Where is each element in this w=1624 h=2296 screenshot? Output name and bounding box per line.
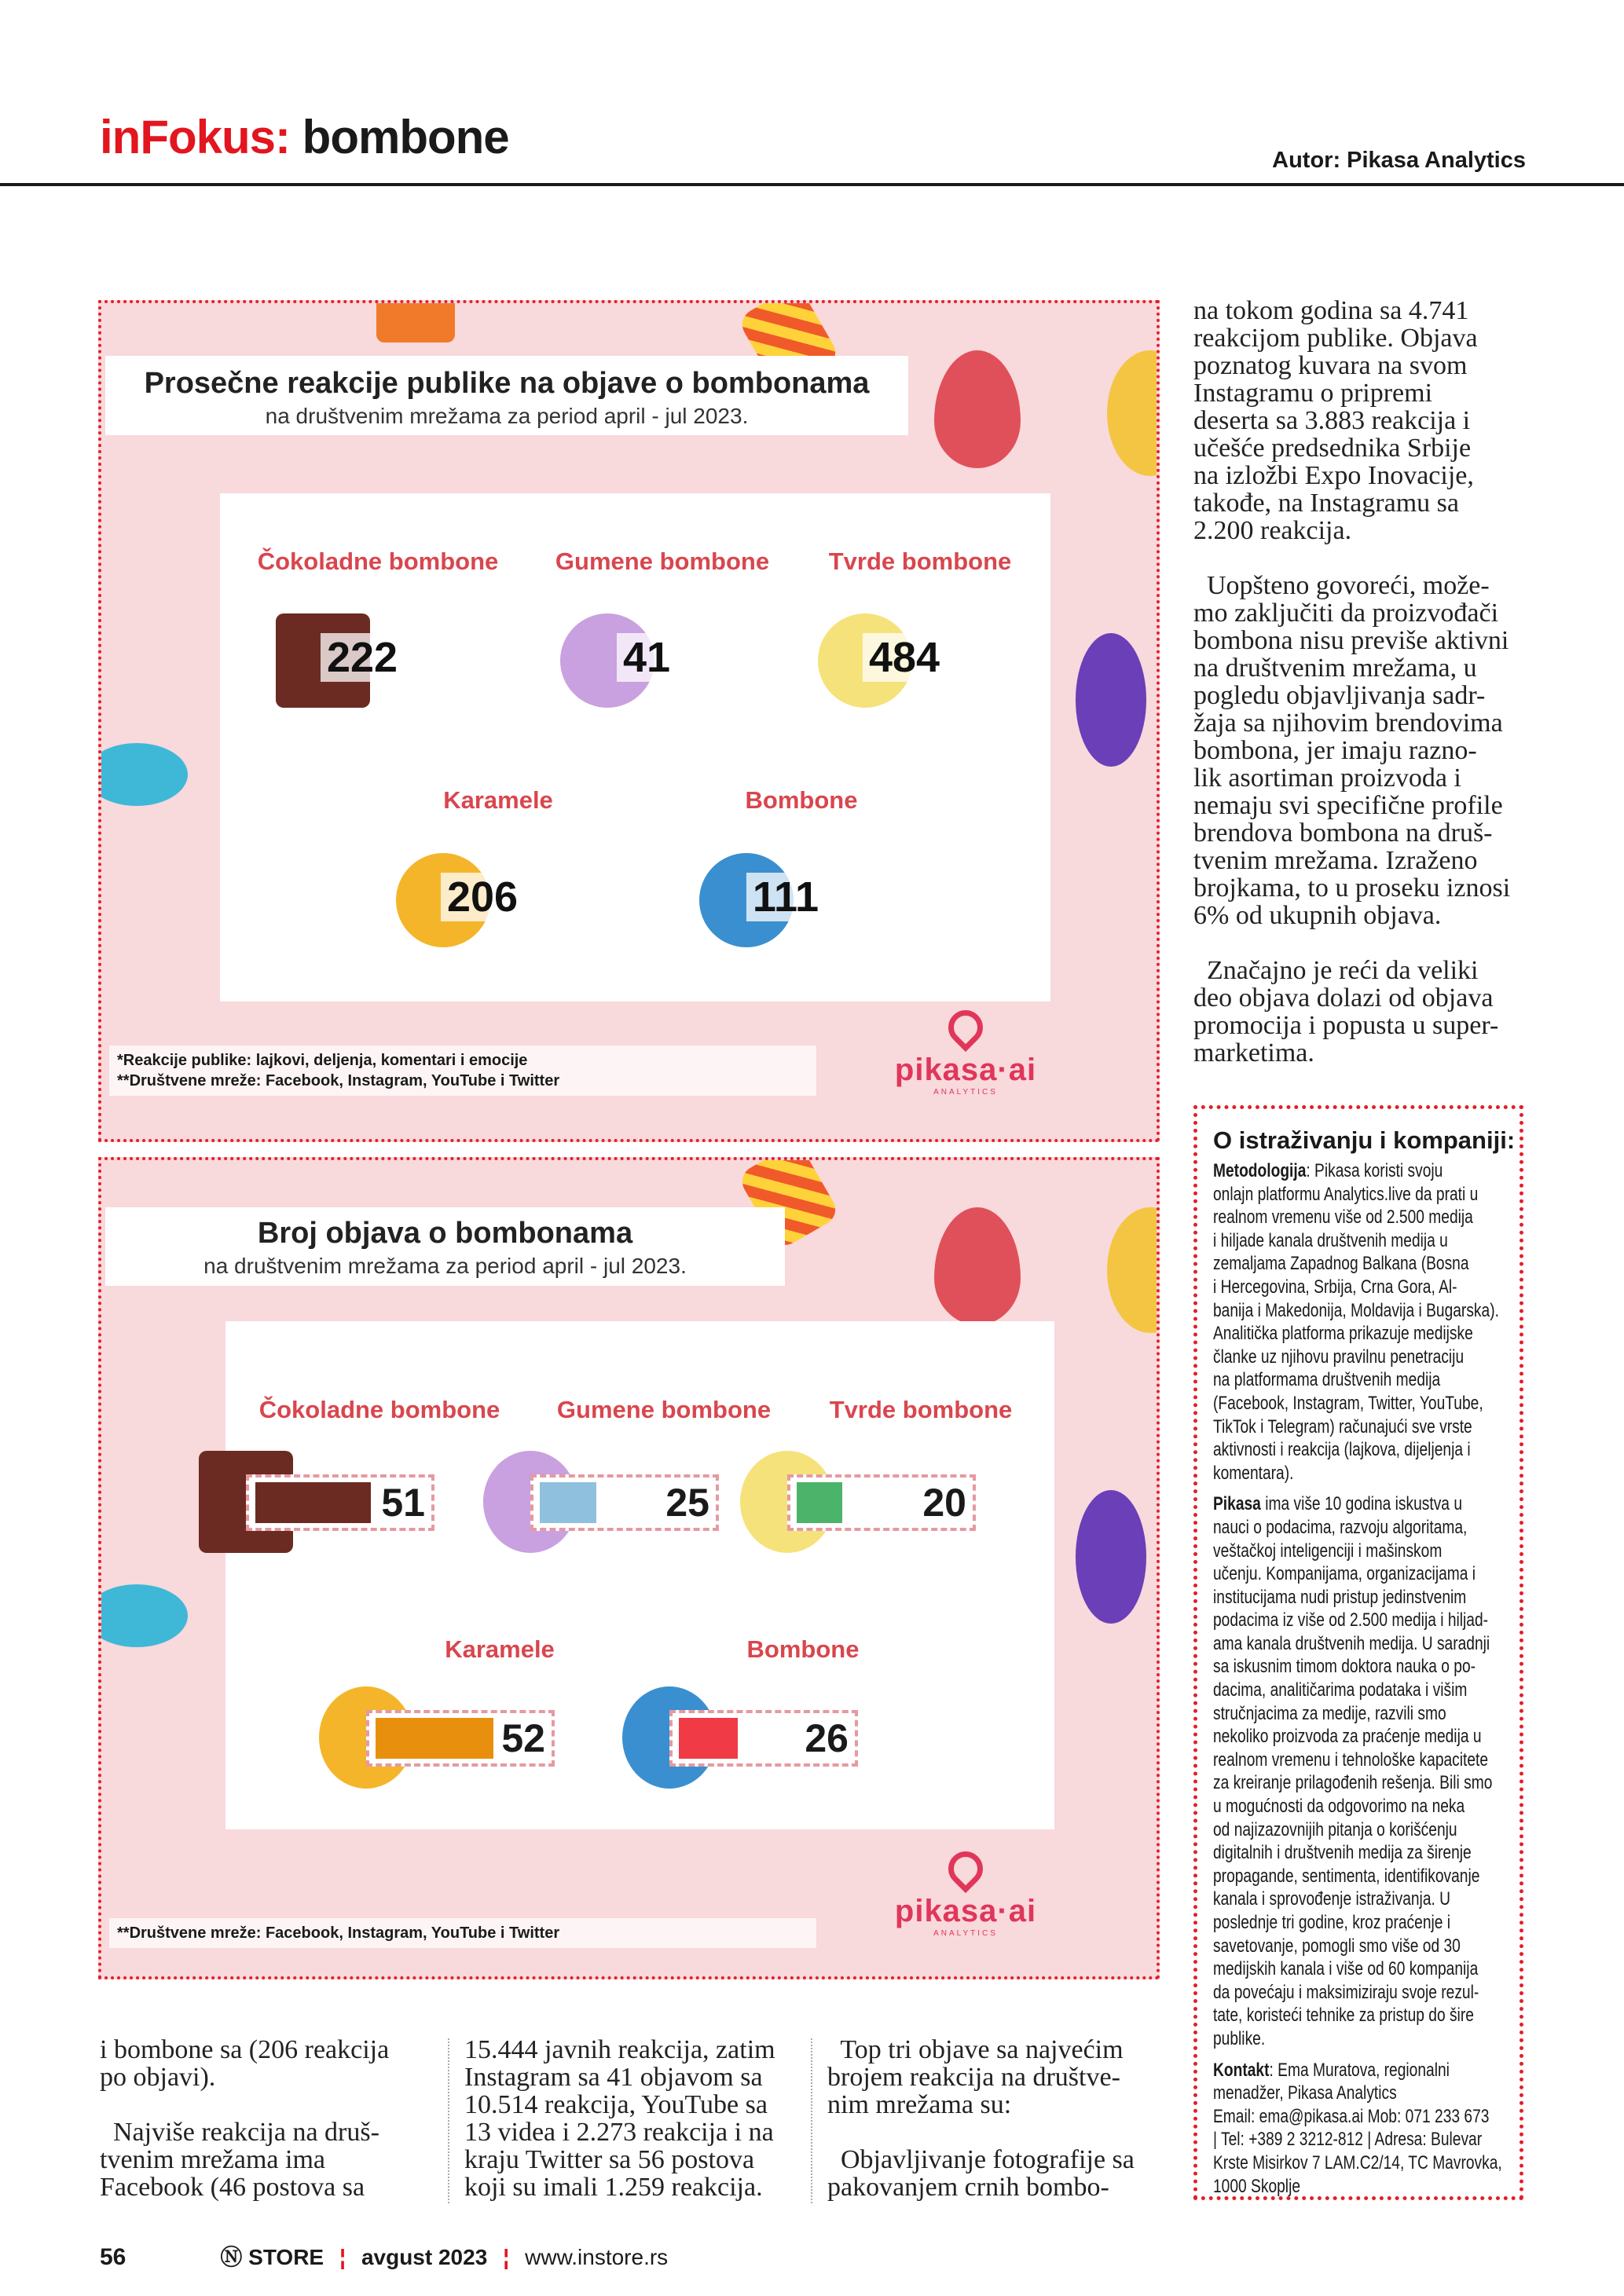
text-line: brojkama, to u proseku iznosi xyxy=(1193,873,1511,903)
text-line: pakovanjem crnih bombo- xyxy=(827,2173,1109,2202)
text-line xyxy=(1213,1818,1515,1842)
text-line xyxy=(1213,1771,1515,1795)
bar-box xyxy=(246,1474,434,1531)
text-span: publike. xyxy=(1213,2027,1266,2049)
text-line xyxy=(1213,1322,1515,1346)
brand-label: inFokus: xyxy=(100,111,290,163)
text-line: promocija i popusta u super- xyxy=(1193,1011,1499,1040)
footnotes xyxy=(109,1918,816,1948)
contact-label: Kontakt xyxy=(1213,2059,1270,2081)
category-label: Tvrde bombone xyxy=(829,1396,1013,1423)
text-span: banija i Makedonija, Moldavija i Bugarska). xyxy=(1213,1299,1499,1321)
text-line: Facebook (46 postova sa xyxy=(100,2173,365,2202)
infographic-post-counts xyxy=(98,1157,1160,1979)
text-span: medijskih kanala i više od 60 kompanija xyxy=(1213,1958,1479,1980)
text-line: žaja sa njihovim brendovima xyxy=(1193,709,1503,738)
text-line xyxy=(1213,2128,1515,2151)
text-line xyxy=(1213,2105,1515,2129)
text-span: od najizazovnijih pitanja o korišćenju xyxy=(1213,1818,1457,1840)
infographic-average-reactions xyxy=(98,300,1160,1142)
text-span: digitalnih i društvenih medija za širenje xyxy=(1213,1842,1472,1864)
infographic-title-box xyxy=(105,1207,785,1286)
category-label: Čokoladne bombone xyxy=(258,1396,500,1423)
text-span: institucijama nudi pristup jedinstvenim xyxy=(1213,1586,1467,1608)
location-pin-icon xyxy=(941,1003,990,1052)
text-span: ama kanala društvenih medija. U saradnji xyxy=(1213,1632,1490,1654)
text-span: zemaljama Zapadnog Balkana (Bosna xyxy=(1213,1253,1469,1275)
text-line: Instagramu o pripremi xyxy=(1193,379,1433,408)
bar-fill xyxy=(376,1718,493,1759)
paragraph xyxy=(464,2036,794,2201)
text-line: deo objava dolazi od objava xyxy=(1193,983,1494,1013)
lollipop-icon xyxy=(1107,350,1160,476)
text-line: 2.200 reakcija. xyxy=(1193,516,1352,545)
text-line xyxy=(1213,2151,1515,2175)
text-line xyxy=(1213,1462,1515,1485)
text-line xyxy=(1213,1749,1515,1772)
text-line xyxy=(1213,1725,1515,1749)
text-line: pogledu objavljivanja sadr- xyxy=(1193,681,1486,710)
logo-sub: ANALYTICS xyxy=(933,1929,998,1938)
text-span: TikTok i Telegram) računajući sve vrste xyxy=(1213,1415,1472,1437)
bar-fill xyxy=(540,1482,596,1523)
category-label: Bombone xyxy=(745,786,858,814)
text-line xyxy=(1213,1346,1515,1369)
paragraph xyxy=(100,2036,422,2091)
text-line: Značajno je reći da veliki xyxy=(1193,956,1479,985)
pikasa-logo xyxy=(887,1851,1044,1938)
infographic-title: Broj objava o bombonama xyxy=(257,1217,633,1250)
text-line: koji su imali 1.259 reakcija. xyxy=(464,2173,763,2202)
about-paragraph xyxy=(1213,1492,1515,2050)
wrapped-candy-icon xyxy=(1076,633,1146,767)
heart-candy-icon xyxy=(934,350,1021,468)
text-line: i bombone sa (206 reakcija xyxy=(100,2035,390,2064)
text-span: onlajn platformu Analytics.live da prati u xyxy=(1213,1183,1479,1205)
about-paragraph xyxy=(1213,2059,1515,2199)
topic-label: bombone xyxy=(302,111,509,163)
heart-candy-icon xyxy=(934,1207,1021,1325)
category-label: Karamele xyxy=(443,786,553,814)
text-span: podacima iz više od 2.500 medija i hiljad- xyxy=(1213,1609,1489,1631)
paragraph xyxy=(1193,957,1531,1067)
location-pin-icon xyxy=(941,1844,990,1893)
bar-value: 51 xyxy=(381,1481,425,1525)
text-line xyxy=(1213,1183,1515,1207)
issue-date: avgust 2023 xyxy=(361,2245,488,2269)
wrapped-candy-icon xyxy=(98,743,188,806)
category-value: 206 xyxy=(441,873,524,921)
logo-name: pikasa·ai xyxy=(894,1053,1037,1087)
text-span: i Hercegovina, Srbija, Crna Gora, Al- xyxy=(1213,1276,1457,1298)
text-line: nim mrežama su: xyxy=(827,2090,1012,2119)
text-span: nekoliko proizvoda za praćenje medija u xyxy=(1213,1726,1482,1748)
text-line: deserta sa 3.883 reakcija i xyxy=(1193,406,1471,435)
text-line: nemaju svi specifične profile xyxy=(1193,791,1503,820)
text-line xyxy=(1213,1252,1515,1276)
text-span: Krste Misirkov 7 LAM.C2/14, TC Mavrovka, xyxy=(1213,2151,1502,2173)
text-line xyxy=(1213,1276,1515,1299)
infographic-subtitle: na društvenim mrežama za period april - jul 2023. xyxy=(203,1254,687,1278)
magazine-name: Ⓝ STORE xyxy=(220,2245,324,2269)
text-line xyxy=(1213,2082,1515,2105)
text-line: mo zaključiti da proizvođači xyxy=(1193,599,1499,628)
text-line: marketima. xyxy=(1193,1038,1314,1067)
text-line: bombona nisu previše aktivni xyxy=(1193,626,1509,655)
text-line xyxy=(1213,1702,1515,1726)
text-span: Email: ema@pikasa.ai Mob: 071 233 673 xyxy=(1213,2105,1490,2127)
wrapped-candy-icon xyxy=(1076,1490,1146,1624)
footnote-networks: **Društvene mreže: Facebook, Instagram, YouTube i Twitter xyxy=(117,1072,560,1089)
text-line: brendova bombona na druš- xyxy=(1193,818,1493,848)
category-value: 111 xyxy=(746,873,825,921)
text-span: Analitička platforma prikazuje medijske xyxy=(1213,1323,1473,1345)
about-paragraph xyxy=(1213,1159,1515,1485)
text-line: 15.444 javnih reakcija, zatim xyxy=(464,2035,775,2064)
category-label: Gumene bombone xyxy=(555,547,770,575)
text-line xyxy=(1213,1229,1515,1253)
category-value: 484 xyxy=(863,633,946,682)
candy-decoration-icon xyxy=(376,300,455,342)
category-label: Karamele xyxy=(445,1635,555,1663)
text-line xyxy=(1213,1609,1515,1632)
paragraph xyxy=(1193,297,1531,544)
paragraph xyxy=(827,2036,1165,2118)
methodology-label: Metodologija xyxy=(1213,1160,1307,1181)
text-span: : Ema Muratova, regionalni xyxy=(1269,2059,1450,2081)
logo-name: pikasa·ai xyxy=(894,1894,1037,1928)
bar-fill xyxy=(797,1482,842,1523)
text-line: na tokom godina sa 4.741 xyxy=(1193,296,1469,325)
text-line: na društvenim mrežama, u xyxy=(1193,654,1477,683)
text-span: ima više 10 godina iskustva u xyxy=(1260,1493,1462,1515)
text-line: lik asortiman proizvoda i xyxy=(1193,764,1461,793)
text-span: za kreiranje prilagođenih rešenja. Bili smo xyxy=(1213,1772,1493,1794)
text-span: (Facebook, Instagram, Twitter, YouTube, xyxy=(1213,1392,1483,1414)
bar-value: 52 xyxy=(501,1716,545,1760)
text-line: takođe, na Instagramu sa xyxy=(1193,489,1459,518)
text-span: realnom vremenu i tehnološke kapacitete xyxy=(1213,1749,1489,1771)
text-line: po objavi). xyxy=(100,2063,216,2092)
text-line: učešće predsednika Srbije xyxy=(1193,434,1472,463)
text-span: savetovanje, pomogli smo više od 30 xyxy=(1213,1935,1461,1957)
text-line: Uopšteno govoreći, može- xyxy=(1193,571,1490,600)
text-line: reakcijom publike. Objava xyxy=(1193,324,1478,353)
bar-box xyxy=(530,1474,719,1531)
category-label: Bombone xyxy=(746,1635,860,1663)
text-span: propagande, sentimenta, identifikovanje xyxy=(1213,1865,1480,1887)
pikasa-logo xyxy=(887,1010,1044,1097)
text-line xyxy=(1213,1957,1515,1981)
text-span: | Tel: +389 2 3212-812 | Adresa: Bulevar xyxy=(1213,2129,1483,2151)
text-span: komentara). xyxy=(1213,1462,1294,1484)
text-span: poslednje tri godine, kroz praćenje i xyxy=(1213,1912,1451,1933)
text-line xyxy=(1213,1159,1515,1183)
page-footer: 56 Ⓝ STORE ¦ avgust 2023 ¦ www.instore.rs xyxy=(100,2240,668,2272)
text-line: Objavljivanje fotografije sa xyxy=(827,2145,1135,2174)
text-span: članke uz njihovu pravilnu penetraciju xyxy=(1213,1346,1465,1368)
text-line xyxy=(1213,1795,1515,1818)
text-span: kanala i sprovođenje istraživanja. U xyxy=(1213,1888,1451,1910)
footnote-networks: **Društvene mreže: Facebook, Instagram, YouTube i Twitter xyxy=(117,1924,560,1942)
article-right-column xyxy=(1193,297,1531,1067)
text-line xyxy=(1213,1206,1515,1229)
text-line: Instagram sa 41 objavom sa xyxy=(464,2063,763,2092)
text-line xyxy=(1213,2175,1515,2199)
text-span: realnom vremenu više od 2.500 medija xyxy=(1213,1207,1473,1229)
text-span: da povećaju i maksimiziraju svoje rezul- xyxy=(1213,1981,1479,2003)
text-line: tvenim mrežama. Izraženo xyxy=(1193,846,1478,875)
text-span: menadžer, Pikasa Analytics xyxy=(1213,2082,1397,2104)
text-line xyxy=(1213,1655,1515,1679)
text-line: kraju Twitter sa 56 postova xyxy=(464,2145,755,2174)
text-span: učenju. Kompanijama, organizacijama i xyxy=(1213,1563,1476,1585)
logo-sub: ANALYTICS xyxy=(933,1088,998,1097)
bar-fill xyxy=(679,1718,738,1759)
text-span: 1000 Skoplje xyxy=(1213,2175,1301,2197)
text-line: poznatog kuvara na svom xyxy=(1193,351,1468,380)
author-label: Autor: Pikasa Analytics xyxy=(1272,148,1526,173)
section-title xyxy=(100,110,509,164)
infographic-title-box xyxy=(105,356,908,435)
bar-value: 25 xyxy=(665,1481,709,1525)
bar-box xyxy=(669,1710,858,1767)
text-line xyxy=(1213,1562,1515,1586)
text-span: i hiljade kanala društvenih medija u xyxy=(1213,1229,1448,1251)
text-line xyxy=(1213,1540,1515,1563)
category-label: Čokoladne bombone xyxy=(257,547,499,575)
column-divider xyxy=(811,2038,812,2203)
bar-fill xyxy=(255,1482,371,1523)
website-link[interactable]: www.instore.rs xyxy=(525,2245,669,2269)
header-rule xyxy=(0,183,1624,186)
category-label: Tvrde bombone xyxy=(828,547,1012,575)
footnotes xyxy=(109,1045,816,1096)
text-span: stručnjacima za medije, razvili smo xyxy=(1213,1702,1446,1724)
text-line xyxy=(1213,1516,1515,1540)
text-line xyxy=(1213,1392,1515,1415)
text-line xyxy=(1213,1415,1515,1439)
article-column-1 xyxy=(100,2036,422,2201)
text-span: nauci o podacima, razvoju algoritama, xyxy=(1213,1516,1468,1538)
text-line: bombona, jer imaju razno- xyxy=(1193,736,1477,765)
text-span: veštačkoj inteligenciji i mašinskom xyxy=(1213,1540,1443,1562)
text-line xyxy=(1213,1865,1515,1888)
text-line: 10.514 reakcija, YouTube sa xyxy=(464,2090,768,2119)
text-line xyxy=(1213,1841,1515,1865)
text-line xyxy=(1213,1438,1515,1462)
text-line xyxy=(1213,1299,1515,1323)
paragraph xyxy=(1193,572,1531,929)
text-line xyxy=(1213,2027,1515,2051)
article-column-2 xyxy=(464,2036,794,2201)
text-line: Najviše reakcija na druš- xyxy=(100,2118,379,2147)
category-value: 41 xyxy=(617,633,676,682)
text-span: dacima, analitičarima podataka i višim xyxy=(1213,1679,1468,1701)
category-label: Gumene bombone xyxy=(556,1396,772,1423)
infographic-subtitle: na društvenim mrežama za period april - jul 2023. xyxy=(265,404,749,428)
article-column-3 xyxy=(827,2036,1165,2201)
about-box-title: O istraživanju i kompaniji: xyxy=(1213,1126,1516,1154)
text-line xyxy=(1213,1935,1515,1958)
text-line xyxy=(1213,1586,1515,1609)
text-line: na izložbi Expo Inovacije, xyxy=(1193,461,1474,490)
paragraph xyxy=(827,2146,1165,2201)
text-span: na platformama društvenih medija xyxy=(1213,1369,1441,1391)
text-line xyxy=(1213,1888,1515,1911)
text-line xyxy=(1213,1679,1515,1702)
bar-box xyxy=(787,1474,976,1531)
about-box-body xyxy=(1213,1159,1515,2198)
wrapped-candy-icon xyxy=(98,1584,188,1647)
text-line: Top tri objave sa najvećim xyxy=(827,2035,1124,2064)
footnote-reactions: *Reakcije publike: lajkovi, deljenja, komentari i emocije xyxy=(117,1052,528,1069)
text-line xyxy=(1213,1981,1515,2005)
text-line xyxy=(1213,1368,1515,1392)
column-divider xyxy=(448,2038,449,2203)
page-number: 56 xyxy=(100,2244,126,2270)
text-line xyxy=(1213,1632,1515,1656)
text-line: 6% od ukupnih objava. xyxy=(1193,901,1442,930)
category-value: 222 xyxy=(321,633,404,682)
infographic-title: Prosečne reakcije publike na objave o bombonama xyxy=(144,367,870,400)
text-span: u mogućnosti da odgovorimo na neka xyxy=(1213,1796,1465,1818)
text-line: 13 videa i 2.273 reakcija i na xyxy=(464,2118,774,2147)
text-line xyxy=(1213,2059,1515,2082)
text-span: : Pikasa koristi svoju xyxy=(1306,1160,1443,1181)
text-span: sa iskusnim timom doktora nauka o po- xyxy=(1213,1656,1476,1678)
text-line: brojem reakcija na društve- xyxy=(827,2063,1120,2092)
lollipop-icon xyxy=(1107,1207,1160,1333)
paragraph xyxy=(100,2118,422,2201)
pikasa-label: Pikasa xyxy=(1213,1493,1261,1515)
text-line: tvenim mrežama ima xyxy=(100,2145,325,2174)
bar-box xyxy=(366,1710,555,1767)
bar-value: 20 xyxy=(922,1481,966,1525)
bar-value: 26 xyxy=(805,1716,849,1760)
text-line xyxy=(1213,1911,1515,1935)
text-span: aktivnosti i reakcija (lajkova, dijeljenja i xyxy=(1213,1439,1471,1461)
text-line xyxy=(1213,2004,1515,2027)
text-line xyxy=(1213,1492,1515,1516)
about-research-box xyxy=(1193,1105,1523,2200)
text-span: tate, koristeći tehnike za pristup do šire xyxy=(1213,2005,1474,2027)
